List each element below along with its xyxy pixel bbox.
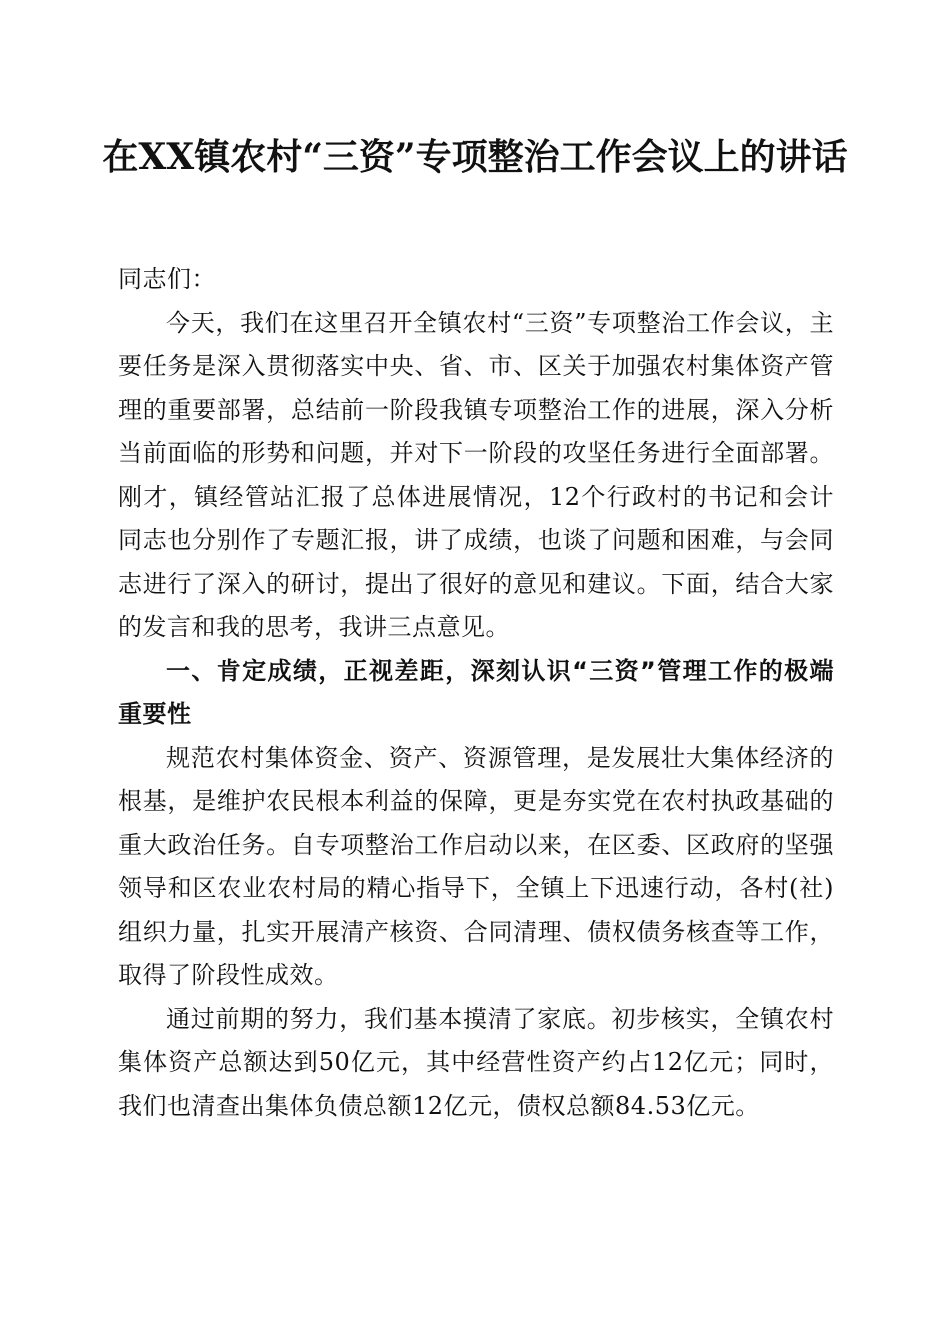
document-body xyxy=(118,258,834,1128)
section-paragraph-1: 规范农村集体资金、资产、资源管理，是发展壮大集体经济的根基，是维护农民根本利益的保障，更是夯实党在农村执政基础的重大政治任务。自专项整治工作启动以来，在区委、区政府的坚强领导和区农业农村局的精心指导下，全镇上下迅速行动，各村(社)组织力量，扎实开展清产核资、合同清理、债权债务核查等工作，取得了阶段性成效。 xyxy=(118,743,834,989)
section-heading: 一、肯定成绩，正视差距，深刻认识“三资”管理工作的极端重要性 xyxy=(118,656,834,728)
document-title: 在XX镇农村“三资”专项整治工作会议上的讲话 xyxy=(102,136,848,178)
salutation: 同志们： xyxy=(118,265,216,293)
intro-paragraph: 今天，我们在这里召开全镇农村“三资”专项整治工作会议，主要任务是深入贯彻落实中央、省、市、区关于加强农村集体资产管理的重要部署，总结前一阶段我镇专项整治工作的进展，深入分析当前面临的形势和问题，并对下一阶段的攻坚任务进行全面部署。刚才，镇经管站汇报了总体进展情况，12个行政村的书记和会计同志也分别作了专题汇报，讲了成绩，也谈了问题和困难，与会同志进行了深入的研讨，提出了很好的意见和建议。下面，结合大家的发言和我的思考，我讲三点意见。 xyxy=(118,308,834,641)
section-paragraph-2: 通过前期的努力，我们基本摸清了家底。初步核实，全镇农村集体资产总额达到50亿元，其中经营性资产约占12亿元；同时，我们也清查出集体负债总额12亿元，债权总额84.53亿元。 xyxy=(118,1004,834,1120)
